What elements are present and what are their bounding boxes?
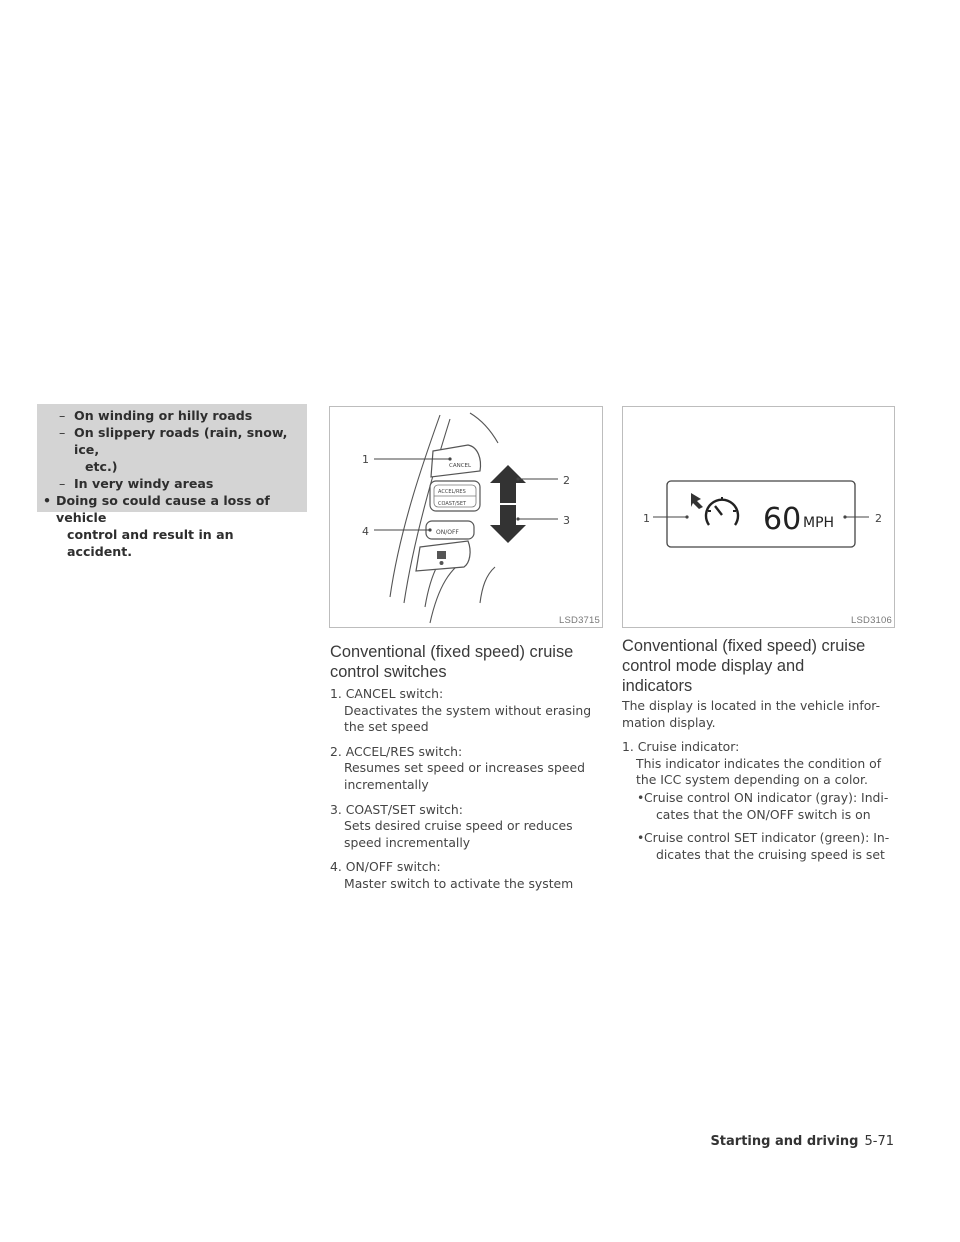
item-desc: Resumes set speed or increases speed	[344, 760, 585, 776]
dash-marker: –	[59, 476, 66, 491]
bullet-text: dicates that the cruising speed is set	[656, 846, 885, 862]
dash-marker: –	[59, 425, 66, 440]
coast-button-label: COAST/SET	[438, 501, 467, 507]
warning-box	[37, 404, 307, 559]
intro-paragraph	[622, 698, 895, 731]
item-desc: Sets desired cruise speed or reduces	[344, 818, 573, 834]
bullet-marker: •	[637, 830, 645, 846]
section1-list	[330, 686, 602, 901]
callout-4: 4	[362, 525, 369, 538]
item-desc: the set speed	[344, 719, 429, 735]
warning-item	[37, 407, 303, 424]
item-desc: Deactivates the system without erasing	[344, 702, 592, 718]
bullet-text: cates that the ON/OFF switch is on	[656, 806, 871, 822]
warning-text: On slippery roads (rain, snow, ice,	[74, 425, 288, 457]
page-footer	[710, 1134, 894, 1149]
list-item	[330, 744, 602, 794]
figure-code: LSD3715	[558, 615, 600, 626]
item-label: 1. CANCEL switch:	[330, 686, 444, 701]
item-desc: the ICC system depending on a color.	[636, 772, 868, 788]
section2-body	[622, 698, 895, 863]
intro-line: The display is located in the vehicle infor-	[622, 698, 881, 713]
list-item	[330, 859, 602, 892]
callout-2: 2	[875, 512, 882, 525]
item-label: 1. Cruise indicator:	[622, 739, 740, 755]
heading-line: Conventional (fixed speed) cruise	[622, 637, 866, 655]
bullet-marker: •	[637, 789, 645, 805]
dash-marker: –	[59, 408, 66, 423]
bullet-item	[622, 790, 895, 823]
item-label: 3. COAST/SET switch:	[330, 801, 463, 817]
speed-unit: MPH	[803, 515, 835, 531]
page-number: 5-71	[864, 1134, 894, 1149]
warning-text: Doing so could cause a loss of vehicle	[56, 493, 270, 525]
bullet-item	[622, 830, 895, 863]
item-desc: Master switch to activate the system	[344, 875, 574, 891]
warning-item	[37, 424, 303, 475]
bullet-marker: •	[43, 493, 52, 508]
heading-line: control mode display and	[622, 657, 805, 675]
cruise-switch-figure	[329, 406, 603, 628]
heading-line: indicators	[622, 677, 693, 695]
cruise-display-figure	[622, 406, 895, 628]
warning-item	[37, 475, 303, 492]
footer-section-title: Starting and driving	[710, 1134, 859, 1149]
display-illustration	[623, 407, 894, 627]
cancel-button-label: CANCEL	[449, 463, 472, 469]
section1-heading	[330, 642, 573, 682]
warning-text: On winding or hilly roads	[74, 408, 253, 423]
switch-illustration	[330, 407, 602, 627]
callout-3: 3	[563, 514, 570, 527]
onoff-button-label: ON/OFF	[436, 529, 459, 536]
callout-1: 1	[362, 453, 369, 466]
item-label: 2. ACCEL/RES switch:	[330, 743, 463, 759]
warning-text: In very windy areas	[74, 476, 214, 491]
heading-line: Conventional (fixed speed) cruise	[330, 643, 574, 661]
accel-button-label: ACCEL/RES	[438, 489, 466, 495]
bullet-text: Cruise control ON indicator (gray): Indi-	[644, 789, 889, 805]
item-desc: incrementally	[344, 776, 429, 792]
list-item	[622, 739, 895, 789]
callout-2: 2	[563, 474, 570, 487]
item-desc: speed incrementally	[344, 834, 471, 850]
heading-line: control switches	[330, 663, 447, 681]
warning-text-cont: control and result in an accident.	[67, 527, 234, 559]
intro-line: mation display.	[622, 714, 716, 730]
speed-value: 60	[763, 502, 802, 537]
warning-item	[37, 492, 303, 560]
callout-1: 1	[643, 512, 650, 525]
section2-heading	[622, 636, 865, 696]
bullet-text: Cruise control SET indicator (green): In-	[644, 830, 890, 846]
item-label: 4. ON/OFF switch:	[330, 859, 441, 875]
list-item	[330, 802, 602, 852]
list-item	[330, 686, 602, 736]
figure-code: LSD3106	[850, 615, 892, 626]
warning-text-cont: etc.)	[85, 459, 118, 474]
item-desc: This indicator indicates the condition of	[636, 755, 882, 771]
